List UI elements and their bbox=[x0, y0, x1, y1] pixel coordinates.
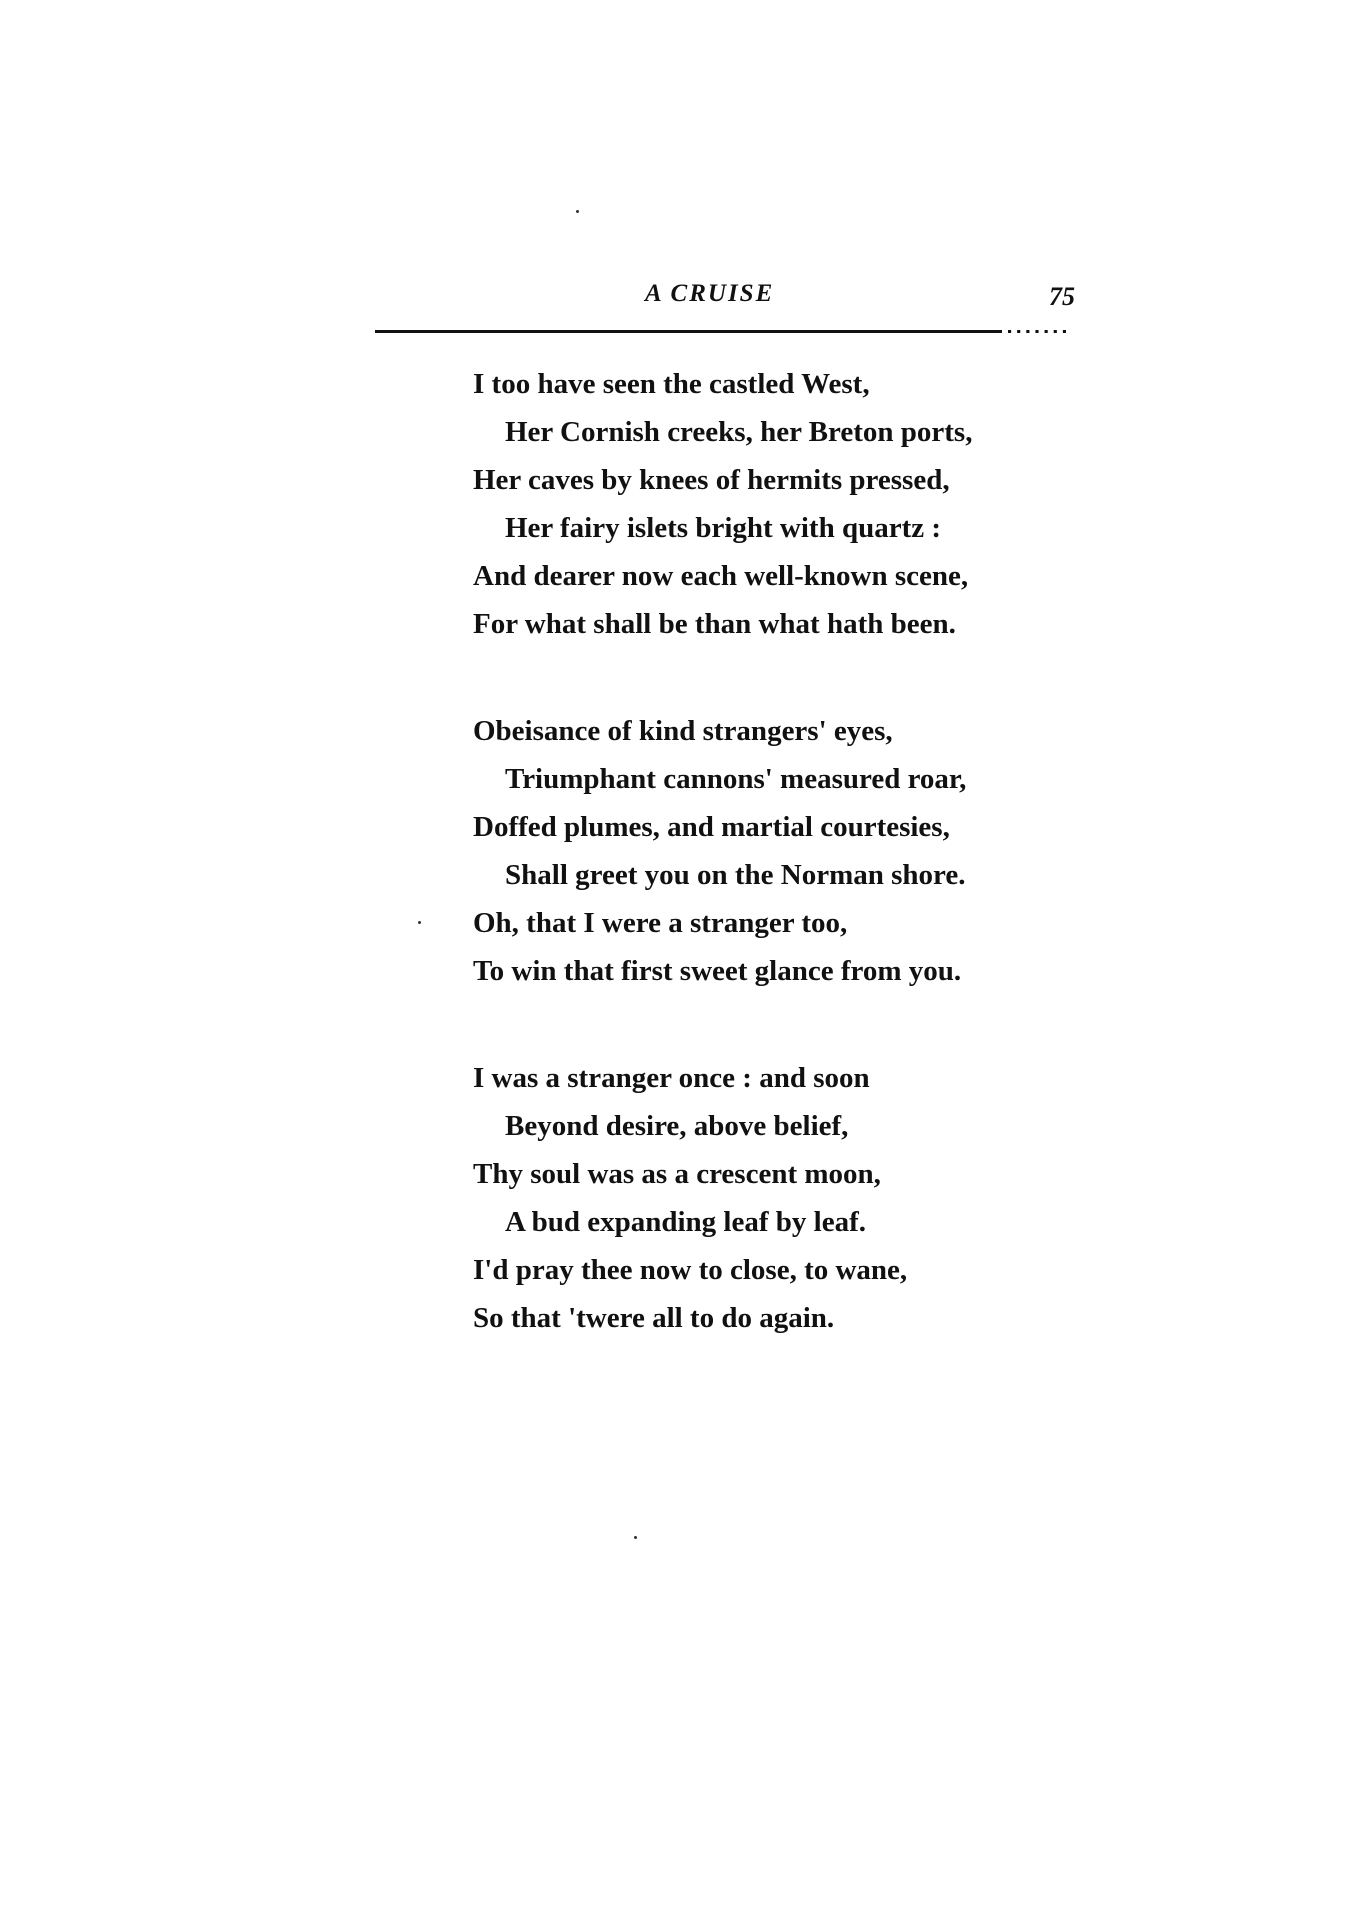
stanza-2 bbox=[473, 707, 1093, 995]
page-number: 75 bbox=[1049, 282, 1075, 311]
poem-line: I was a stranger once : and soon bbox=[473, 1062, 870, 1094]
poem-line: Doffed plumes, and martial courtesies, bbox=[473, 811, 950, 843]
poem-line: Beyond desire, above belief, bbox=[505, 1110, 849, 1142]
header-rule-fade bbox=[1002, 330, 1072, 333]
ink-speck bbox=[576, 210, 579, 213]
poem-line: For what shall be than what hath been. bbox=[473, 608, 956, 640]
running-title: A CRUISE bbox=[645, 280, 775, 307]
poem-line: Thy soul was as a crescent moon, bbox=[473, 1158, 881, 1190]
poem bbox=[473, 360, 1093, 1401]
poem-line: A bud expanding leaf by leaf. bbox=[505, 1206, 866, 1238]
poem-line: So that 'twere all to do again. bbox=[473, 1302, 835, 1334]
ink-speck bbox=[634, 1536, 637, 1539]
poem-line: Her fairy islets bright with quartz : bbox=[505, 512, 942, 544]
poem-line: Obeisance of kind strangers' eyes, bbox=[473, 715, 893, 747]
poem-line: Her Cornish creeks, her Breton ports, bbox=[505, 416, 973, 448]
poem-line: I too have seen the castled West, bbox=[473, 368, 870, 400]
running-head bbox=[375, 280, 1075, 320]
poem-line: To win that first sweet glance from you. bbox=[473, 955, 962, 987]
poem-line: Triumphant cannons' measured roar, bbox=[505, 763, 967, 795]
poem-line: Oh, that I were a stranger too, bbox=[473, 907, 848, 939]
header-rule bbox=[375, 330, 1072, 333]
ink-speck bbox=[418, 921, 421, 924]
poem-line: Her caves by knees of hermits pressed, bbox=[473, 464, 950, 496]
stanza-3 bbox=[473, 1054, 1093, 1342]
poem-line: And dearer now each well-known scene, bbox=[473, 560, 969, 592]
poem-line: Shall greet you on the Norman shore. bbox=[505, 859, 966, 891]
stanza-1 bbox=[473, 360, 1093, 648]
poem-line: I'd pray thee now to close, to wane, bbox=[473, 1254, 908, 1286]
